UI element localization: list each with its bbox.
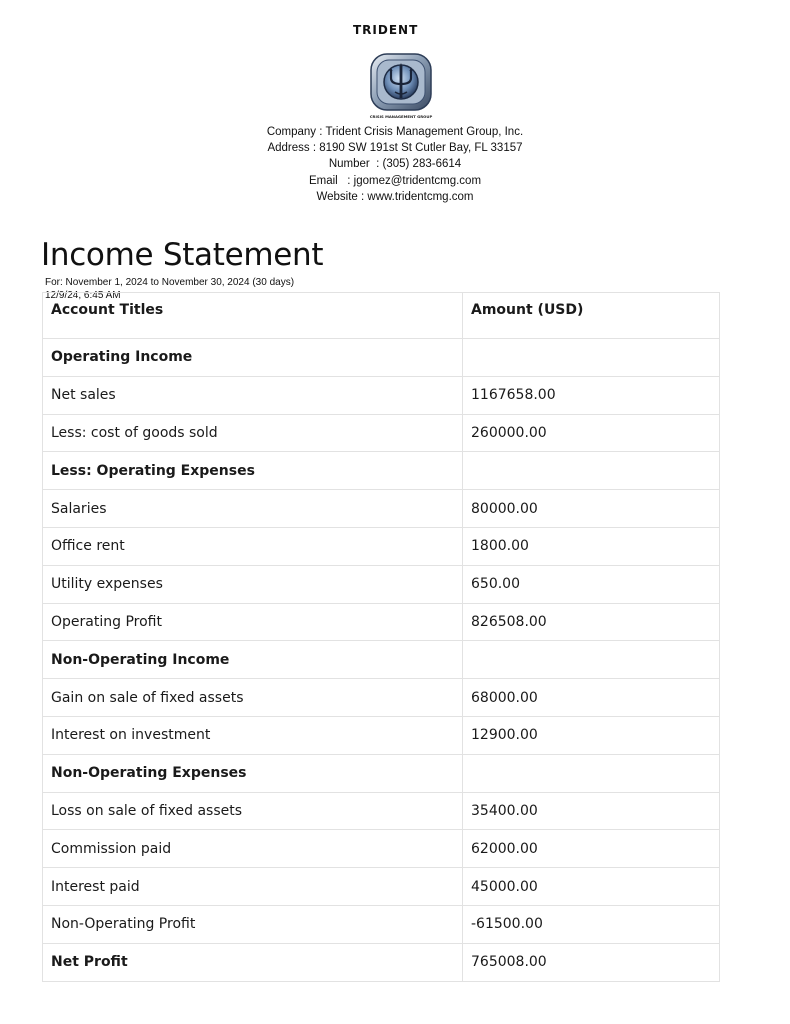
table-row (43, 414, 720, 452)
amount-cell (463, 754, 720, 792)
table-row (43, 527, 720, 565)
account-title-cell: Non-Operating Expenses (43, 754, 463, 792)
amount-cell: 12900.00 (463, 716, 720, 754)
table-row (43, 868, 720, 906)
account-title-cell: Operating Income (43, 339, 463, 377)
logo-subtitle: CRISIS MANAGEMENT GROUP (369, 114, 433, 119)
amount-cell: 1167658.00 (463, 376, 720, 414)
amount-cell (463, 339, 720, 377)
amount-cell: 765008.00 (463, 943, 720, 981)
column-header-account-titles: Account Titles (43, 293, 463, 339)
account-title-cell: Salaries (43, 490, 463, 528)
table-header-row (43, 293, 720, 339)
logo-wordmark: TRIDENT (353, 23, 419, 37)
account-title-cell: Net sales (43, 376, 463, 414)
account-title-cell: Non-Operating Profit (43, 905, 463, 943)
column-header-amount: Amount (USD) (463, 293, 720, 339)
amount-cell: 80000.00 (463, 490, 720, 528)
table-row (43, 452, 720, 490)
table-row (43, 376, 720, 414)
account-title-cell: Loss on sale of fixed assets (43, 792, 463, 830)
income-statement-table (42, 292, 720, 982)
account-title-cell: Operating Profit (43, 603, 463, 641)
table-row (43, 830, 720, 868)
table-row (43, 603, 720, 641)
table-row (43, 905, 720, 943)
company-phone: Number : (305) 283-6614 (328, 158, 462, 171)
amount-cell: 650.00 (463, 565, 720, 603)
company-logo (353, 23, 447, 120)
table-row (43, 679, 720, 717)
amount-cell: -61500.00 (463, 905, 720, 943)
amount-cell (463, 452, 720, 490)
table-row (43, 943, 720, 981)
table-body (43, 339, 720, 982)
generated-timestamp: 12/9/24, 6:45 AM (45, 290, 121, 301)
amount-cell: 68000.00 (463, 679, 720, 717)
amount-cell: 45000.00 (463, 868, 720, 906)
account-title-cell: Non-Operating Income (43, 641, 463, 679)
amount-cell: 1800.00 (463, 527, 720, 565)
amount-cell (463, 641, 720, 679)
amount-cell: 826508.00 (463, 603, 720, 641)
account-title-cell: Office rent (43, 527, 463, 565)
table-row (43, 792, 720, 830)
account-title-cell: Commission paid (43, 830, 463, 868)
account-title-cell: Net Profit (43, 943, 463, 981)
account-title-cell: Less: Operating Expenses (43, 452, 463, 490)
statement-period: For: November 1, 2024 to November 30, 2024 (30 days) (45, 277, 295, 288)
company-email: Email : jgomez@tridentcmg.com (308, 174, 482, 187)
account-title-cell: Less: cost of goods sold (43, 414, 463, 452)
table-row (43, 490, 720, 528)
amount-cell: 35400.00 (463, 792, 720, 830)
table-row (43, 641, 720, 679)
page-title: Income Statement (41, 237, 324, 273)
account-title-cell: Interest paid (43, 868, 463, 906)
account-title-cell: Gain on sale of fixed assets (43, 679, 463, 717)
table-row (43, 716, 720, 754)
amount-cell: 62000.00 (463, 830, 720, 868)
trident-logo-icon (353, 23, 447, 120)
table-row (43, 754, 720, 792)
amount-cell: 260000.00 (463, 414, 720, 452)
company-name: Company : Trident Crisis Management Group, Inc. (266, 126, 524, 138)
company-info (0, 124, 790, 205)
company-website: Website : www.tridentcmg.com (316, 190, 474, 203)
account-title-cell: Interest on investment (43, 716, 463, 754)
company-address: Address : 8190 SW 191st St Cutler Bay, FL 33157 (267, 142, 523, 155)
table-row (43, 565, 720, 603)
account-title-cell: Utility expenses (43, 565, 463, 603)
table-row (43, 339, 720, 377)
